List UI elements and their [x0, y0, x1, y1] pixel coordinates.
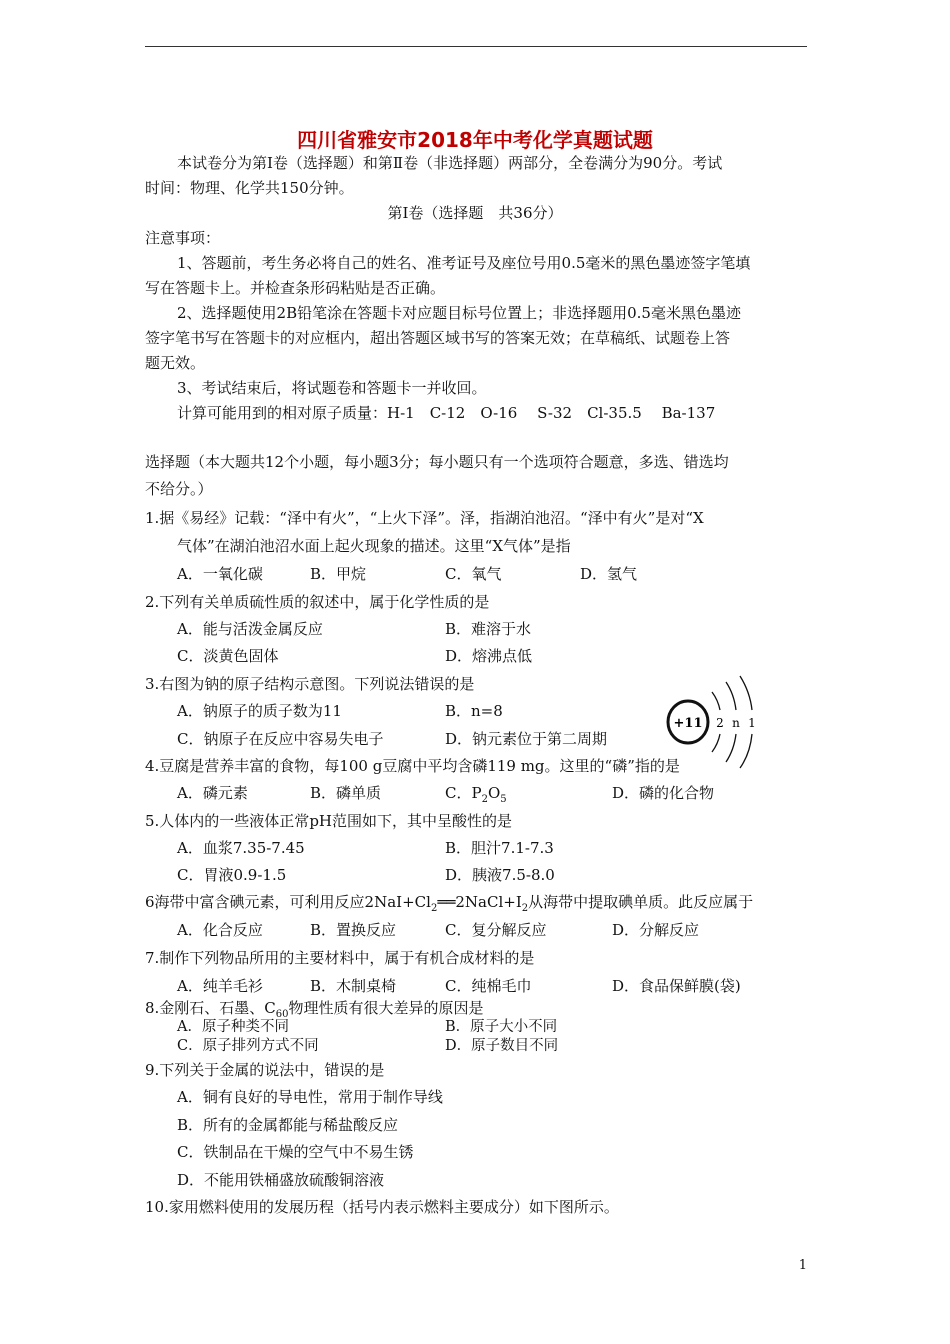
atomic-masses: 计算可能用到的相对原子质量：H-1 C-12 O-16 S-32 Cl-35.5 Ba-137	[177, 404, 716, 422]
q7-stem: 7.制作下列物品所用的主要材料中，属于有机合成材料的是	[145, 949, 535, 967]
note-2a: 2、选择题使用2B铅笔涂在答题卡对应题目标号位置上；非选择题用0.5毫米黑色墨迹	[177, 304, 741, 322]
q5-option-a: A．血浆7.35-7.45	[177, 839, 305, 857]
q6-option-b: B．置换反应	[310, 921, 397, 939]
header-rule	[145, 46, 807, 47]
q8-option-c: C．原子排列方式不同	[177, 1038, 319, 1054]
q4-option-c: C．$P_2O_5$	[445, 784, 507, 805]
q8-option-b: B．原子大小不同	[445, 1019, 558, 1035]
q2-option-d: D．熔沸点低	[445, 647, 533, 665]
note-2c: 题无效。	[145, 354, 206, 372]
q8-option-d: D．原子数目不同	[445, 1038, 559, 1054]
q5-option-d: D．胰液7.5-8.0	[445, 866, 555, 884]
q9-option-c: C．铁制品在干燥的空气中不易生锈	[177, 1143, 414, 1161]
nucleus-label: +11	[673, 716, 703, 731]
q7-option-a: A．纯羊毛衫	[177, 977, 263, 995]
note-3: 3、考试结束后，将试题卷和答题卡一并收回。	[177, 379, 487, 397]
q5-stem: 5.人体内的一些液体正常pH范围如下，其中呈酸性的是	[145, 812, 512, 830]
mc-heading-1: 选择题（本大题共12个小题，每小题3分；每小题只有一个选项符合题意，多选、错选均	[145, 453, 729, 471]
q9-option-a: A．铜有良好的导电性，常用于制作导线	[177, 1088, 443, 1106]
mc-heading-2: 不给分。）	[145, 480, 213, 498]
shell-arc-1-bottom	[712, 734, 720, 752]
q4-option-d: D．磷的化合物	[612, 784, 715, 802]
shell-arc-3-top	[740, 676, 752, 710]
q1-stem-2: 气体”在湖泊池沼水面上起火现象的描述。这里“X气体”是指	[177, 537, 571, 555]
q3-option-c: C．钠原子在反应中容易失电子	[177, 730, 384, 748]
q3-option-a: A．钠原子的质子数为11	[177, 702, 342, 720]
note-2b: 签字笔书写在答题卡的对应框内，超出答题区域书写的答案无效；在草稿纸、试题卷上答	[145, 329, 731, 347]
q1-stem-1: 1.据《易经》记载：“泽中有火”，“上火下泽”。泽，指湖泊池沼。“泽中有火”是对“X	[145, 509, 704, 527]
page-number: 1	[798, 1258, 807, 1273]
q4-option-a: A．磷元素	[177, 784, 248, 802]
q7-option-b: B．木制桌椅	[310, 977, 397, 995]
q2-stem: 2.下列有关单质硫性质的叙述中，属于化学性质的是	[145, 593, 490, 611]
q5-option-c: C．胃液0.9-1.5	[177, 866, 287, 884]
q2-option-b: B．难溶于水	[445, 620, 532, 638]
q6-option-c: C．复分解反应	[445, 921, 547, 939]
q3-option-d: D．钠元素位于第二周期	[445, 730, 608, 748]
shell-arc-1-top	[712, 692, 720, 710]
shell-3-electrons: 1	[748, 716, 756, 730]
q1-option-b: B．甲烷	[310, 565, 367, 583]
q3-stem: 3.右图为钠的原子结构示意图。下列说法错误的是	[145, 675, 475, 693]
q3-option-b: B．n=8	[445, 702, 503, 720]
q6-option-a: A．化合反应	[177, 921, 263, 939]
q1-option-d: D．氢气	[580, 565, 638, 583]
q8-option-a: A．原子种类不同	[177, 1019, 289, 1035]
shell-arc-2-top	[726, 682, 736, 710]
q7-option-c: C．纯棉毛巾	[445, 977, 532, 995]
intro-line-1: 本试卷分为第Ⅰ卷（选择题）和第Ⅱ卷（非选择题）两部分，全卷满分为90分。考试	[177, 154, 723, 172]
q2-option-a: A．能与活泼金属反应	[177, 620, 323, 638]
q10-stem: 10.家用燃料使用的发展历程（括号内表示燃料主要成分）如下图所示。	[145, 1198, 619, 1216]
q2-option-c: C．淡黄色固体	[177, 647, 279, 665]
q1-option-c: C．氧气	[445, 565, 502, 583]
notes-heading: 注意事项：	[145, 229, 221, 247]
note-1a: 1、答题前，考生务必将自己的姓名、准考证号及座位号用0.5毫米的黑色墨迹签字笔填	[177, 254, 751, 272]
q5-option-b: B．胆汁7.1-7.3	[445, 839, 554, 857]
q9-option-b: B．所有的金属都能与稀盐酸反应	[177, 1116, 399, 1134]
shell-arc-2-bottom	[726, 734, 736, 762]
q9-option-d: D．不能用铁桶盛放硫酸铜溶液	[177, 1171, 385, 1189]
q6-stem: 6海带中富含碘元素，可利用反应$2NaI+Cl_2══2NaCl+I_2$从海带中提取碘单质。此反应属于	[145, 893, 754, 914]
q1-option-a: A．一氧化碳	[177, 565, 263, 583]
q4-stem: 4.豆腐是营养丰富的食物，每100 g豆腐中平均含磷119 mg。这里的“磷”指的是	[145, 757, 680, 775]
page-title: 四川省雅安市2018年中考化学真题试题	[297, 128, 653, 152]
q8-stem: 8.金刚石、石墨、$C_{60}$物理性质有很大差异的原因是	[145, 999, 484, 1020]
q6-option-d: D．分解反应	[612, 921, 700, 939]
shell-2-electrons: n	[732, 716, 740, 730]
q9-stem: 9.下列关于金属的说法中，错误的是	[145, 1061, 385, 1079]
shell-1-electrons: 2	[716, 716, 724, 730]
shell-arc-3-bottom	[740, 734, 752, 768]
intro-line-2: 时间：物理、化学共150分钟。	[145, 179, 354, 197]
q7-option-d: D．食品保鲜膜(袋)	[612, 977, 741, 995]
note-1b: 写在答题卡上。并检查条形码粘贴是否正确。	[145, 279, 446, 297]
section-heading: 第Ⅰ卷（选择题 共36分）	[387, 204, 563, 222]
q4-option-b: B．磷单质	[310, 784, 382, 802]
